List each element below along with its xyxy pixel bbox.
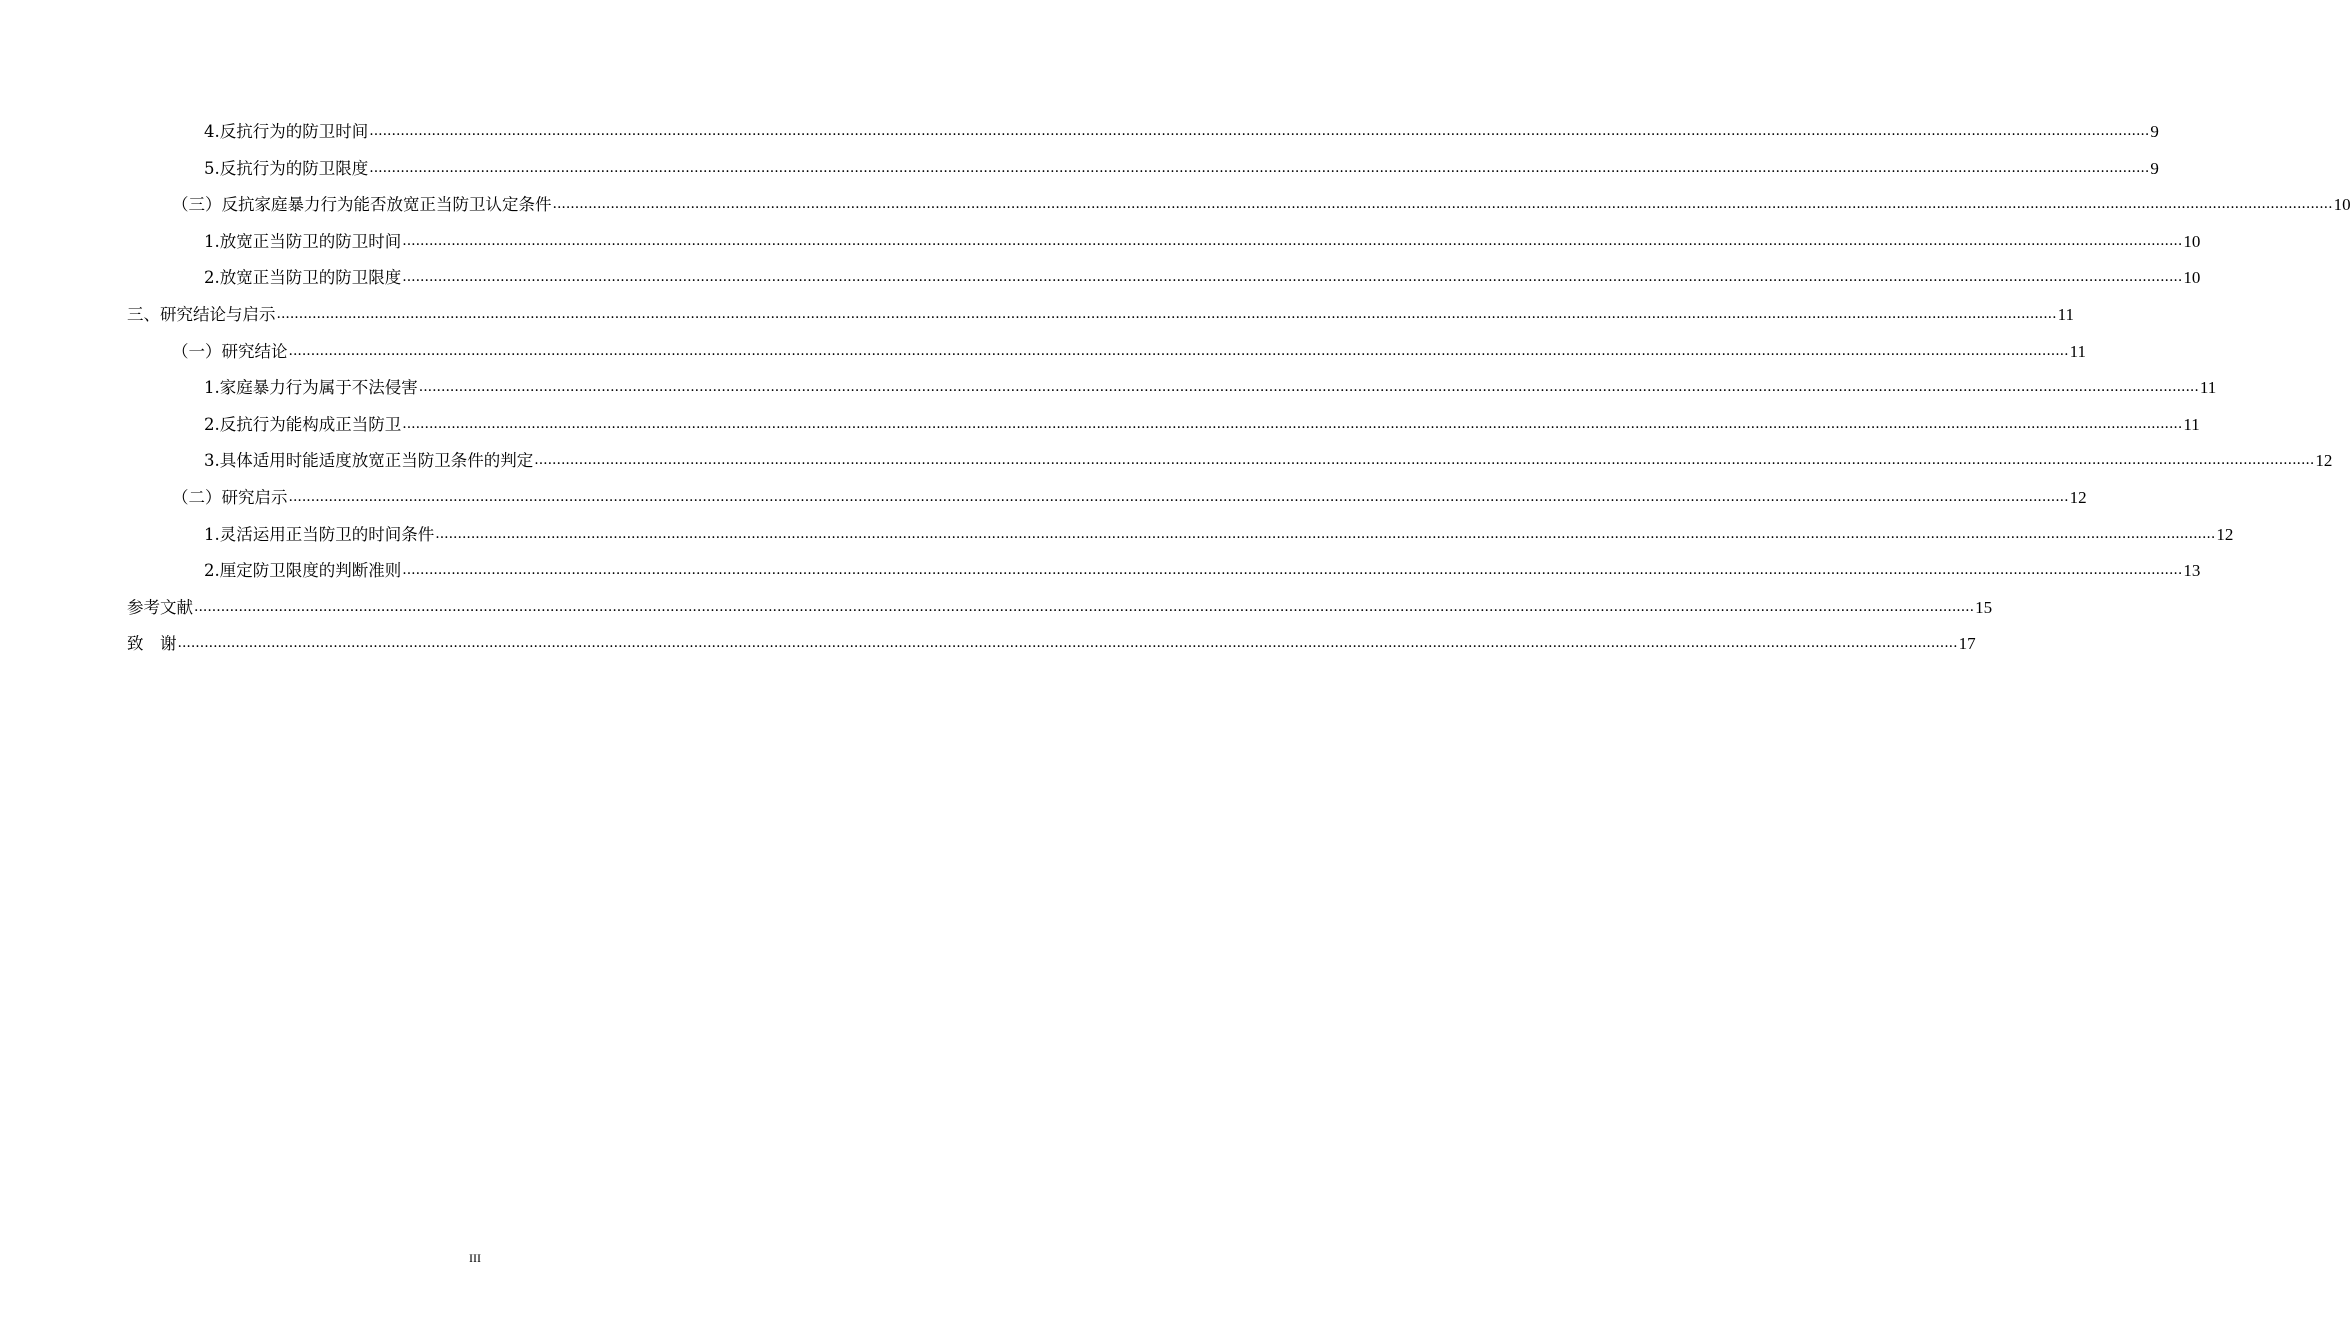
toc-entry-title: 反抗行为的防卫限度 xyxy=(219,158,369,178)
toc-entry-number: （一） xyxy=(172,341,222,361)
toc-entry-number: 3. xyxy=(204,451,220,471)
toc-entry-page: 11 xyxy=(2057,305,2074,324)
toc-entry-number: 2. xyxy=(204,561,220,581)
toc-entry-page: 12 xyxy=(2216,524,2234,544)
toc-entry-title: 反抗行为能构成正当防卫 xyxy=(219,414,402,434)
toc-entry-title: 研究启示 xyxy=(221,488,288,507)
toc-entry-number: 2. xyxy=(204,268,220,288)
toc-entry-number: 4. xyxy=(204,122,220,141)
toc-dot-leader: ................................................................................................................................................................................................................................................................................................................................................................................................................ xyxy=(402,562,2183,579)
toc-entry[interactable] xyxy=(127,589,1993,619)
page-footer-number: III xyxy=(469,1251,481,1265)
toc-entry[interactable] xyxy=(204,259,2201,289)
toc-entry[interactable] xyxy=(127,625,1976,655)
toc-entry-page: 13 xyxy=(2183,561,2201,581)
toc-entry-page: 11 xyxy=(2069,341,2086,361)
toc-entry-title: 放宽正当防卫的防卫时间 xyxy=(219,231,402,251)
toc-dot-leader: ................................................................................................................................................................................................................................................................................................................................................................................................................ xyxy=(194,598,1975,615)
toc-entry[interactable] xyxy=(204,113,2159,143)
toc-entry[interactable] xyxy=(172,186,2351,216)
toc-entry-number: 1. xyxy=(204,231,220,251)
toc-entry-page: 17 xyxy=(1958,634,1976,654)
toc-entry[interactable] xyxy=(204,369,2217,399)
toc-dot-leader: ................................................................................................................................................................................................................................................................................................................................................................................................................ xyxy=(369,159,2150,176)
toc-dot-leader: ................................................................................................................................................................................................................................................................................................................................................................................................................ xyxy=(177,635,1958,652)
toc-entry-title: 放宽正当防卫的防卫限度 xyxy=(219,268,402,288)
toc-entry[interactable] xyxy=(204,406,2200,436)
toc-entry[interactable] xyxy=(204,223,2201,253)
toc-entry[interactable] xyxy=(204,150,2159,180)
toc-entry-title: 反抗家庭暴力行为能否放宽正当防卫认定条件 xyxy=(221,195,552,215)
toc-entry-number: （三） xyxy=(172,195,222,215)
toc-entry[interactable] xyxy=(172,333,2086,363)
toc-entry-number: （二） xyxy=(172,488,222,507)
toc-dot-leader: ................................................................................................................................................................................................................................................................................................................................................................................................................ xyxy=(402,269,2183,286)
toc-entry-page: 9 xyxy=(2150,158,2159,178)
toc-entry-title: 研究结论与启示 xyxy=(160,305,276,324)
toc-entry-number: 三、 xyxy=(127,305,160,324)
toc-entry-number: 1. xyxy=(204,524,220,544)
toc-dot-leader: ................................................................................................................................................................................................................................................................................................................................................................................................................ xyxy=(276,306,2057,322)
toc-entry-page: 11 xyxy=(2199,378,2217,398)
toc-entry[interactable] xyxy=(172,479,2087,509)
toc-dot-leader: ................................................................................................................................................................................................................................................................................................................................................................................................................ xyxy=(288,342,2069,359)
toc-entry-page: 15 xyxy=(1975,597,1993,617)
toc-entry-page: 9 xyxy=(2150,122,2159,141)
toc-entry[interactable] xyxy=(204,552,2201,582)
toc-entry-number: 2. xyxy=(204,414,220,434)
toc-entry-number: 1. xyxy=(204,378,220,398)
toc-entry[interactable] xyxy=(204,442,2333,472)
toc-entry-title: 家庭暴力行为属于不法侵害 xyxy=(219,378,418,398)
toc-dot-leader: ................................................................................................................................................................................................................................................................................................................................................................................................................ xyxy=(552,196,2333,213)
toc-dot-leader: ................................................................................................................................................................................................................................................................................................................................................................................................................ xyxy=(534,452,2315,469)
toc-entry-title: 灵活运用正当防卫的时间条件 xyxy=(219,524,435,544)
toc-entry-title: 参考文献 xyxy=(127,597,193,617)
toc-dot-leader: ................................................................................................................................................................................................................................................................................................................................................................................................................ xyxy=(402,232,2183,249)
toc-entry[interactable] xyxy=(204,516,2234,546)
toc-entry-page: 12 xyxy=(2069,488,2087,507)
toc-dot-leader: ................................................................................................................................................................................................................................................................................................................................................................................................................ xyxy=(435,525,2216,542)
toc-entry-number: 5. xyxy=(204,158,220,178)
toc-entry-title: 具体适用时能适度放宽正当防卫条件的判定 xyxy=(219,451,534,471)
toc-entry-page: 12 xyxy=(2315,451,2333,471)
toc-entry[interactable] xyxy=(127,296,2074,326)
toc-entry-title: 研究结论 xyxy=(221,341,288,361)
toc-entry-title: 厘定防卫限度的判断准则 xyxy=(219,561,402,581)
toc-entry-page: 11 xyxy=(2183,414,2200,434)
toc-entry-title: 反抗行为的防卫时间 xyxy=(219,122,369,141)
toc-entry-page: 10 xyxy=(2183,268,2201,288)
toc-dot-leader: ................................................................................................................................................................................................................................................................................................................................................................................................................ xyxy=(369,123,2150,139)
toc-entry-title: 致 谢 xyxy=(127,634,177,654)
toc-dot-leader: ................................................................................................................................................................................................................................................................................................................................................................................................................ xyxy=(288,489,2069,505)
toc-entry-page: 10 xyxy=(2333,195,2351,215)
toc-dot-leader: ................................................................................................................................................................................................................................................................................................................................................................................................................ xyxy=(402,415,2183,432)
toc-dot-leader: ................................................................................................................................................................................................................................................................................................................................................................................................................ xyxy=(418,379,2199,396)
toc-entry-page: 10 xyxy=(2183,231,2201,251)
